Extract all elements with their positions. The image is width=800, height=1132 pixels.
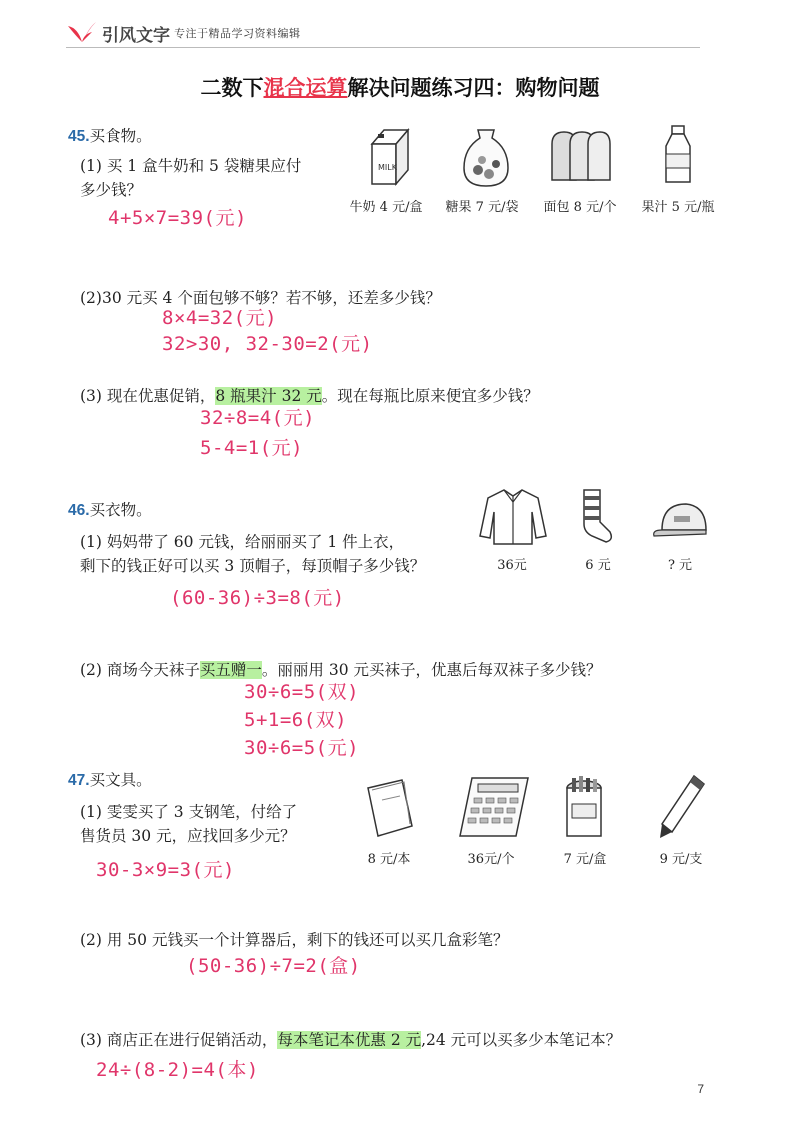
q47-p3-text xyxy=(80,1028,621,1052)
notebook-icon xyxy=(362,778,416,838)
q45-p3-answer-2: 5-4=1(元) xyxy=(200,437,304,459)
header-divider xyxy=(66,47,700,48)
q45-p2-answer-2: 32>30, 32-30=2(元) xyxy=(162,333,373,355)
q47-p2-text: (2) 用 50 元钱买一个计算器后，剩下的钱还可以买几盒彩笔？ xyxy=(80,931,509,949)
page-title xyxy=(0,72,800,102)
milk-carton-icon xyxy=(364,126,422,186)
item-label-pen: 9 元/支 xyxy=(659,852,703,867)
q45-p2-answer-1: 8×4=32(元) xyxy=(162,307,278,329)
item-label-jacket: 36元 xyxy=(497,558,527,573)
cap-icon xyxy=(650,500,712,542)
q46-p2-pre: (2) 商场今天袜子 xyxy=(80,661,200,679)
q45-p1-line2: 多少钱？ xyxy=(80,181,143,199)
q45-p2-text: (2)30 元买 4 个面包够不够？若不够，还差多少钱？ xyxy=(80,289,441,307)
q46-title: 买衣物。 xyxy=(89,501,152,519)
q45-number: 45. xyxy=(68,128,90,145)
q46-p2-answer-1: 30÷6=5(双) xyxy=(244,681,360,703)
q46-p1-line2: 剩下的钱正好可以买 3 顶帽子，每顶帽子多少钱？ xyxy=(80,557,426,575)
q47-p3-highlight: 每本笔记本优惠 2 元 xyxy=(277,1031,422,1049)
item-label-juice: 果汁 5 元/瓶 xyxy=(641,200,715,215)
item-label-socks: 6 元 xyxy=(585,558,611,573)
q47-p1-answer: 30-3×9=3(元) xyxy=(96,859,235,881)
item-label-milk: 牛奶 4 元/盒 xyxy=(349,200,423,215)
calculator-icon xyxy=(456,776,532,840)
q46-p1-answer: (60-36)÷3=8(元) xyxy=(170,587,345,609)
title-highlight: 混合运算 xyxy=(263,76,348,100)
q45-p1-line1: (1) 买 1 盒牛奶和 5 袋糖果应付 xyxy=(80,157,302,175)
q45-p3-highlight: 8 瓶果汁 32 元 xyxy=(215,387,322,405)
item-label-candy: 糖果 7 元/袋 xyxy=(445,200,519,215)
svg-text:MILK: MILK xyxy=(378,163,397,172)
q46-p2-text xyxy=(80,658,602,682)
brand-name: 引风文字 xyxy=(102,25,170,46)
q45-p3-pre: (3) 现在优惠促销， xyxy=(80,387,216,405)
juice-bottle-icon xyxy=(660,124,696,186)
q46-p1-line1: (1) 妈妈带了 60 元钱，给丽丽买了 1 件上衣， xyxy=(80,533,405,551)
q46-heading xyxy=(68,498,152,523)
q46-p2-highlight: 买五赠一 xyxy=(199,661,262,679)
q47-p1-text xyxy=(80,800,297,848)
q45-heading xyxy=(68,124,152,149)
q45-title: 买食物。 xyxy=(89,127,152,145)
title-suffix: 解决问题练习四：购物问题 xyxy=(347,76,600,100)
q46-p2-post: 。丽丽用 30 元买袜子，优惠后每双袜子多少钱？ xyxy=(261,661,602,679)
item-label-calculator: 36元/个 xyxy=(467,852,515,867)
socks-icon xyxy=(576,488,616,546)
q46-number: 46. xyxy=(68,502,90,519)
q46-p1-text xyxy=(80,530,425,578)
q46-p2-answer-2: 5+1=6(双) xyxy=(244,709,348,731)
bird-logo-icon xyxy=(66,18,100,48)
crayon-box-icon xyxy=(564,776,604,840)
q45-p3-post: 。现在每瓶比原来便宜多少钱？ xyxy=(321,387,539,405)
item-label-cap: ? 元 xyxy=(667,558,693,573)
q45-p1-answer: 4+5×7=39(元) xyxy=(108,207,247,229)
q45-p3-text xyxy=(80,384,539,408)
candy-bag-icon xyxy=(456,126,516,188)
title-prefix: 二数下 xyxy=(200,76,264,100)
q47-p1-line2: 售货员 30 元，应找回多少元？ xyxy=(80,827,296,845)
q47-p3-post: ,24 元可以买多少本笔记本？ xyxy=(421,1031,622,1049)
q47-p3-answer: 24÷(8-2)=4(本) xyxy=(96,1059,259,1081)
q47-number: 47. xyxy=(68,772,90,789)
item-label-crayons: 7 元/盒 xyxy=(563,852,607,867)
brand-header xyxy=(66,18,301,48)
q47-p2-answer: (50-36)÷7=2(盒) xyxy=(186,955,361,977)
item-label-bread: 面包 8 元/个 xyxy=(543,200,617,215)
pen-icon xyxy=(656,774,706,840)
q47-heading xyxy=(68,768,152,793)
q47-p1-line1: (1) 雯雯买了 3 支钢笔，付给了 xyxy=(80,803,298,821)
q46-p2-answer-3: 30÷6=5(元) xyxy=(244,737,360,759)
q47-title: 买文具。 xyxy=(89,771,152,789)
q47-p3-pre: (3) 商店正在进行促销活动， xyxy=(80,1031,278,1049)
bread-icon xyxy=(548,128,614,184)
brand-tagline: 专注于精品学习资料编辑 xyxy=(174,27,301,40)
page-number: 7 xyxy=(697,1082,704,1096)
q45-p1-text xyxy=(80,154,301,202)
item-label-notebook: 8 元/本 xyxy=(367,852,411,867)
jacket-icon xyxy=(478,486,548,546)
q45-p3-answer-1: 32÷8=4(元) xyxy=(200,407,316,429)
